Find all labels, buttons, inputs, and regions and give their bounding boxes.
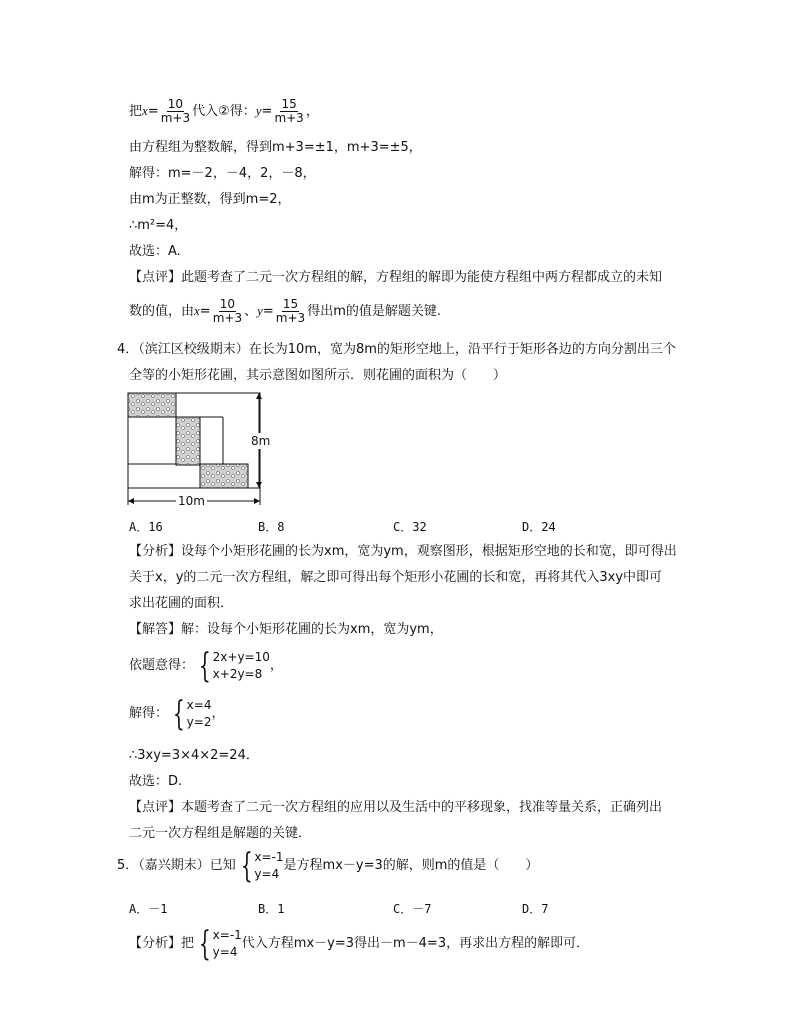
sol3-line1 xyxy=(129,98,319,125)
denominator: m+3 xyxy=(274,111,304,125)
q5-stem xyxy=(117,845,539,886)
q4-analysis-line2: 关于x，y的二元一次方程组，解之即可得出每个矩形小花圃的长和宽，再将其代入3xy中即可 xyxy=(129,570,663,585)
solution-system xyxy=(168,693,212,734)
figure-height-label: 8m xyxy=(251,434,271,448)
numerator: 15 xyxy=(281,97,297,111)
q4-option-a[interactable]: A．16 xyxy=(129,520,163,534)
garden-bed-1 xyxy=(128,393,176,417)
text: ， xyxy=(305,104,319,119)
var-x: x xyxy=(142,103,148,118)
q4-answer-equations xyxy=(129,645,283,686)
var-y: y xyxy=(257,303,263,318)
q4-comment-line1: 【点评】本题考查了二元一次方程组的应用以及生活中的平移现象，找准等量关系，正确列出 xyxy=(129,800,663,815)
equation-system xyxy=(194,923,242,964)
sol3-line6: 故选：A. xyxy=(129,244,181,259)
q4-stem-line1: 4．（滨江区校级期末）在长为10m，宽为8m的矩形空地上，沿平行于矩形各边的方向分割出三个 xyxy=(117,342,676,357)
q4-figure xyxy=(125,390,270,508)
brace-icon: { xyxy=(198,645,211,686)
q4-option-d[interactable]: D．24 xyxy=(522,520,556,534)
figure-width-label: 10m xyxy=(178,494,205,508)
text: = xyxy=(261,104,273,119)
q4-answer-solution xyxy=(129,693,225,734)
sol3-comment-line2 xyxy=(129,298,441,325)
text: ， xyxy=(269,658,283,673)
fraction xyxy=(273,98,304,125)
equation-row: x+2y=8 xyxy=(212,666,263,681)
text: 5．（嘉兴期末）已知 xyxy=(117,858,236,873)
brace-icon: { xyxy=(172,693,185,734)
text: 、 xyxy=(244,304,258,319)
fraction xyxy=(212,298,243,325)
denominator: m+3 xyxy=(212,311,243,325)
q4-comment-line2: 二元一次方程组是解题的关键． xyxy=(129,826,312,841)
equation-row: y=4 xyxy=(254,866,280,881)
text: 解得： xyxy=(129,706,169,721)
numerator: 15 xyxy=(282,297,299,311)
equation-row: x=-1 xyxy=(254,849,284,864)
text: 依题意得： xyxy=(129,658,195,673)
sol3-comment-line1: 【点评】此题考查了二元一次方程组的解，方程组的解即为能使方程组中两方程都成立的未知 xyxy=(129,270,663,285)
equation-row: y=4 xyxy=(212,944,238,959)
text: = xyxy=(262,304,274,319)
q4-answer-line1: 【解答】解：设每个小矩形花圃的长为xm，宽为ym， xyxy=(129,622,443,637)
text: 代入②得： xyxy=(192,104,256,119)
equation-system xyxy=(194,645,270,686)
brace-icon: { xyxy=(198,923,211,964)
brace-icon: { xyxy=(240,845,253,886)
var-y: y xyxy=(255,103,262,118)
q5-option-b[interactable]: B．1 xyxy=(258,902,285,916)
text: = xyxy=(147,104,159,119)
q4-stem-line2: 全等的小矩形花圃，其示意图如图所示．则花圃的面积为（ ） xyxy=(129,368,507,383)
equation-row: x=4 xyxy=(186,697,212,712)
text: = xyxy=(199,304,211,319)
fraction xyxy=(160,98,191,125)
q4-option-b[interactable]: B．8 xyxy=(258,520,285,534)
equation-row: x=-1 xyxy=(212,927,242,942)
q5-analysis xyxy=(129,923,590,964)
text: 得出m的值是解题关键. xyxy=(307,304,441,319)
text: 把 xyxy=(129,104,143,119)
garden-bed-3 xyxy=(200,464,248,488)
text: 数的值，由 xyxy=(129,304,195,319)
equation-row: y=2 xyxy=(186,714,212,729)
q4-option-c[interactable]: C．32 xyxy=(393,520,427,534)
q4-answer-line5: 故选：D. xyxy=(129,774,183,789)
sol3-line2: 由方程组为整数解，得到m+3=±1，m+3=±5， xyxy=(129,140,422,155)
sol3-line3: 解得：m=－2，－4，2，－8， xyxy=(129,166,316,181)
numerator: 10 xyxy=(219,297,236,311)
q4-analysis-line3: 求出花圃的面积． xyxy=(129,596,234,611)
fraction xyxy=(275,298,306,325)
sol3-line4: 由m为正整数，得到m=2， xyxy=(129,192,291,207)
sol3-line5: ∴m²=4， xyxy=(129,218,188,233)
garden-bed-2 xyxy=(176,417,200,465)
q5-option-c[interactable]: C．－7 xyxy=(393,902,432,916)
q5-option-a[interactable]: A．－1 xyxy=(129,902,168,916)
text: ， xyxy=(211,706,225,721)
q4-analysis-line1: 【分析】设每个小矩形花圃的长为xm，宽为ym，观察图形，根据矩形空地的长和宽，即可得出 xyxy=(129,544,677,559)
text: 是方程mx－y=3的解，则m的值是（ ） xyxy=(283,858,539,873)
text: 代入方程mx－y=3得出－m－4=3，再求出方程的解即可． xyxy=(241,936,590,951)
denominator: m+3 xyxy=(160,111,191,125)
var-x: x xyxy=(194,303,200,318)
equation-row: 2x+y=10 xyxy=(212,649,270,664)
text: 【分析】把 xyxy=(129,936,195,951)
q4-answer-line4: ∴3xy=3×4×2=24． xyxy=(129,748,259,763)
equation-system xyxy=(236,845,284,886)
denominator: m+3 xyxy=(275,311,306,325)
q5-option-d[interactable]: D．7 xyxy=(522,902,549,916)
numerator: 10 xyxy=(167,97,184,111)
